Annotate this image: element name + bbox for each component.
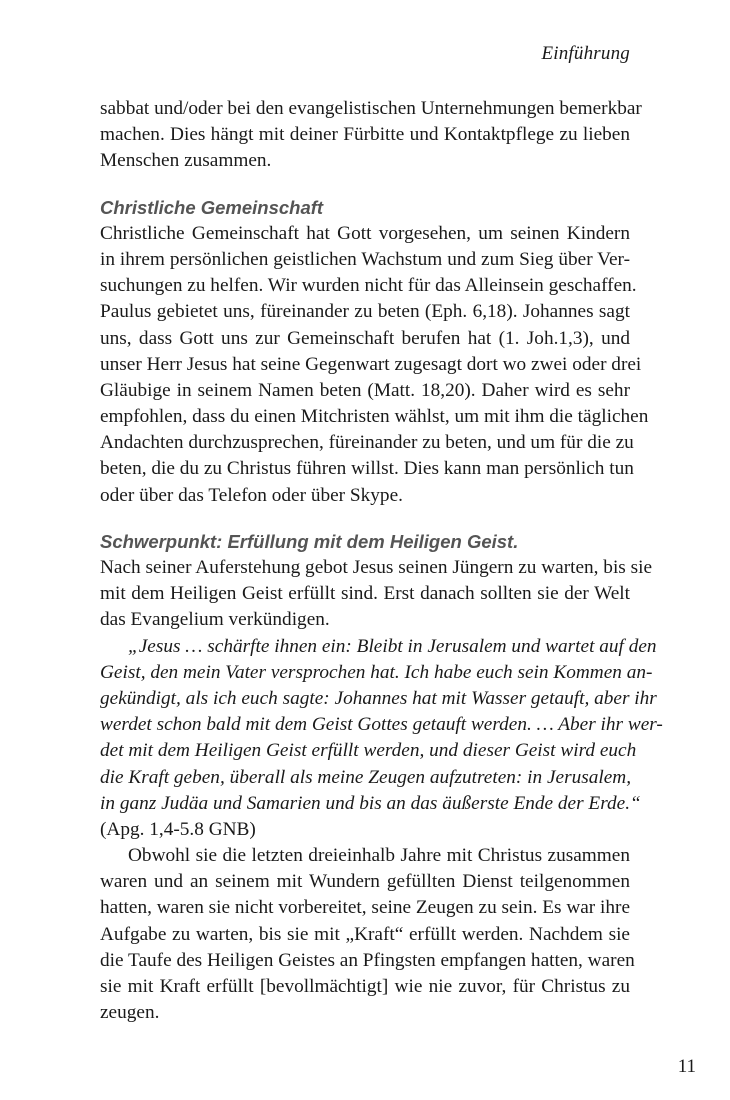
- text-line: Aufgabe zu warten, bis sie mit „Kraft“ erfüllt werden. Nachdem sie: [100, 923, 630, 945]
- text-line: die Taufe des Heiligen Geistes an Pfingsten empfangen hatten, waren: [100, 949, 635, 971]
- text-line: zeugen.: [100, 1002, 160, 1024]
- quote-line: in ganz Judäa und Samarien und bis an das äußerste Ende der Erde.“: [100, 792, 641, 814]
- text-line: das Evangelium verkündigen.: [100, 609, 330, 631]
- text-line: Christliche Gemeinschaft hat Gott vorgesehen, um seinen Kindern: [100, 222, 630, 244]
- quote-line: gekündigt, als ich euch sagte: Johannes hat mit Wasser getauft, aber ihr: [100, 687, 657, 709]
- quote-line: det mit dem Heiligen Geist erfüllt werden, und dieser Geist wird euch: [100, 740, 637, 762]
- text-line: waren und an seinem mit Wundern gefüllten Dienst teilgenommen: [100, 871, 630, 893]
- quote-line: Geist, den mein Vater versprochen hat. Ich habe euch sein Kommen an-: [100, 661, 653, 683]
- intro-paragraph: [100, 96, 642, 175]
- text-line: sie mit Kraft erfüllt [bevollmächtigt] wie nie zuvor, für Christus zu: [100, 976, 630, 997]
- text-line: Andachten durchzusprechen, füreinander zu beten, und um für die zu: [100, 432, 634, 454]
- text-line: empfohlen, dass du einen Mitchristen wählst, um mit ihm die täglichen: [100, 406, 649, 428]
- text-line: unser Herr Jesus hat seine Gegenwart zugesagt dort wo zwei oder drei: [100, 353, 642, 375]
- text-line: beten, die du zu Christus führen willst. Dies kann man persönlich tun: [100, 458, 634, 480]
- section-heading: Schwerpunkt: Erfüllung mit dem Heiligen Geist.: [100, 530, 519, 552]
- text-line: hatten, waren sie nicht vorbereitet, seine Zeugen zu sein. Es war ihre: [100, 897, 631, 919]
- text-line: Nach seiner Auferstehung gebot Jesus seinen Jüngern zu warten, bis sie: [100, 557, 653, 578]
- text-line: Obwohl sie die letzten dreieinhalb Jahre mit Christus zusammen: [128, 845, 630, 867]
- section-heading: Christliche Gemeinschaft: [100, 196, 324, 218]
- text-line: Menschen zusammen.: [100, 150, 272, 172]
- section-paragraph: [100, 555, 653, 634]
- text-line: uns, dass Gott uns zur Gemeinschaft berufen hat (1. Joh.1,3), und: [100, 327, 630, 349]
- text-line: Paulus gebietet uns, füreinander zu beten (Eph. 6,18). Johannes sagt: [100, 301, 630, 323]
- text-line: in ihrem persönlichen geistlichen Wachstum und zum Sieg über Ver-: [100, 248, 630, 270]
- page-number: 11: [677, 1056, 696, 1077]
- text-line: oder über das Telefon oder über Skype.: [100, 484, 403, 506]
- page-body: [100, 96, 663, 1026]
- closing-paragraph: [100, 843, 635, 1026]
- section-paragraph: [100, 221, 649, 509]
- quote-line: „Jesus … schärfte ihnen ein: Bleibt in Jerusalem und wartet auf den: [128, 635, 657, 657]
- text-line: mit dem Heiligen Geist erfüllt sind. Erst danach sollten sie der Welt: [100, 583, 630, 605]
- text-line: machen. Dies hängt mit deiner Fürbitte und Kontaktpflege zu lieben: [100, 124, 630, 146]
- text-line: Gläubige in seinem Namen beten (Matt. 18,20). Daher wird es sehr: [100, 379, 630, 401]
- quote-line: werdet schon bald mit dem Geist Gottes getauft werden. … Aber ihr wer-: [100, 714, 663, 736]
- bible-quote: [100, 634, 663, 844]
- quote-reference: (Apg. 1,4-5.8 GNB): [100, 818, 256, 840]
- text-line: sabbat und/oder bei den evangelistischen Unternehmungen bemerkbar: [100, 98, 642, 119]
- quote-line: die Kraft geben, überall als meine Zeugen aufzutreten: in Jerusalem,: [100, 766, 632, 788]
- running-head: Einführung: [541, 43, 630, 64]
- text-line: suchungen zu helfen. Wir wurden nicht für das Alleinsein geschaffen.: [100, 275, 637, 297]
